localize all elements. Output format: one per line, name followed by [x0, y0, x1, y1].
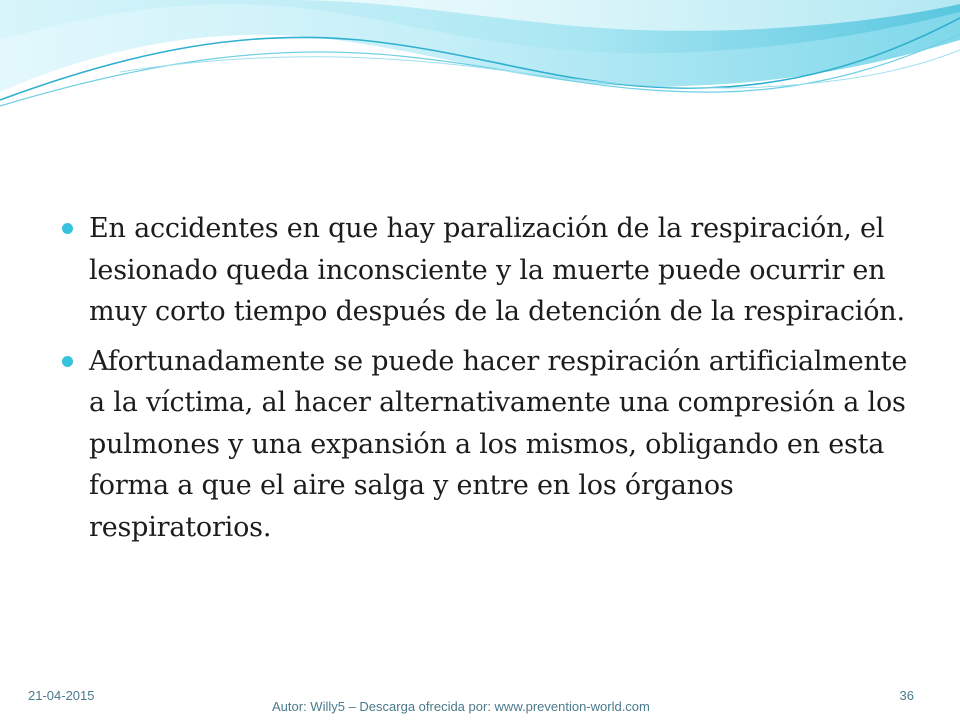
- bullet-dot-icon: [62, 223, 73, 234]
- bullet-dot-icon: [62, 356, 73, 367]
- header-wave-decoration: [0, 0, 960, 140]
- footer-date: 21-04-2015: [28, 688, 95, 703]
- slide-number: 36: [899, 688, 914, 703]
- bullet-item: [60, 208, 910, 333]
- bullet-item: [60, 341, 910, 549]
- footer-credit: Autor: Willy5 – Descarga ofrecida por: www.prevention-world.com: [272, 699, 650, 714]
- bullet-list: [60, 208, 910, 556]
- bullet-text: Afortunadamente se puede hacer respiración artificialmente a la víctima, al hacer alternativamente una compresión a los pulmones y una expansión a los mismos, obligando en esta forma a que el aire salga y entre en los órganos respiratorios.: [89, 345, 908, 543]
- bullet-text: En accidentes en que hay paralización de la respiración, el lesionado queda inconsciente y la muerte puede ocurrir en muy corto tiempo después de la detención de la respiración.: [89, 213, 905, 327]
